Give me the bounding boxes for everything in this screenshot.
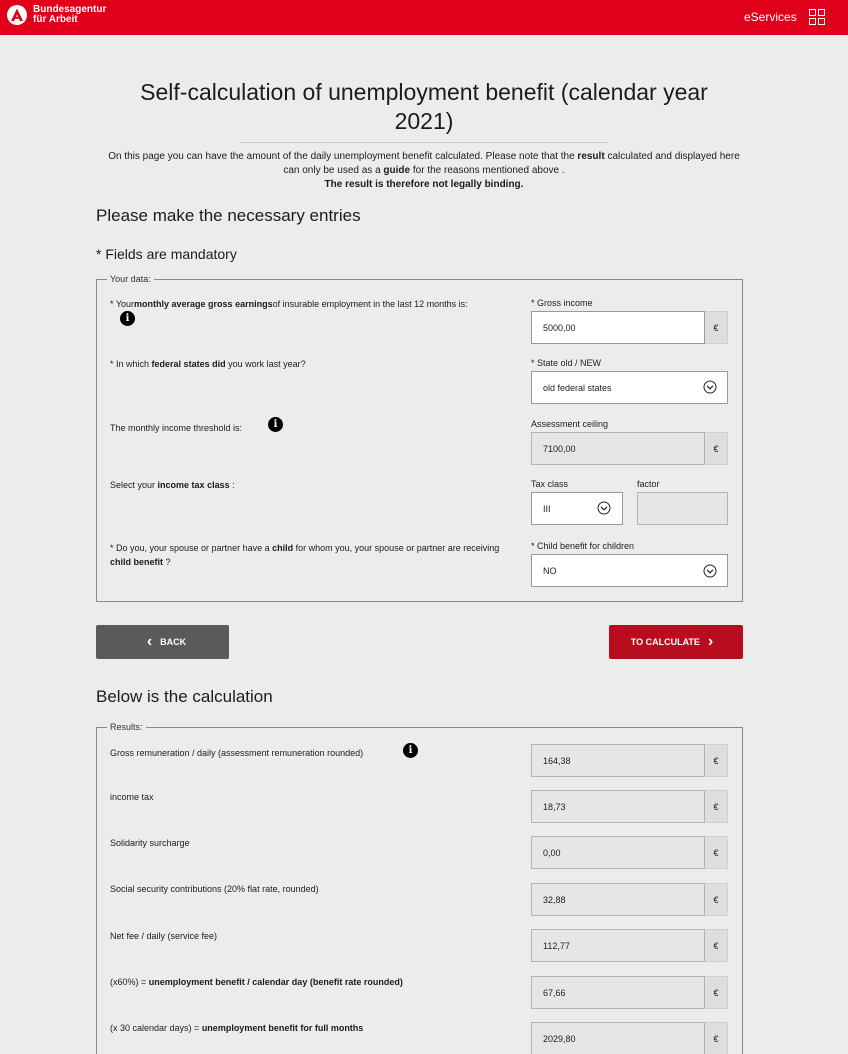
intro-text: On this page you can have the amount of the daily unemployment benefit calculated. Please note that the result calculated and displayed here can only be used as a guide for the reasons mentioned above . The result is therefore not legally binding. (108, 151, 740, 190)
chevron-left-icon: ‹ (146, 633, 153, 650)
federal-states-question: * In which federal states did you work last year? (110, 359, 306, 369)
income-threshold-question: The monthly income threshold is: (110, 423, 243, 433)
currency-label: € (705, 744, 728, 777)
back-button-label: BACK (160, 637, 187, 647)
states-select-value: old federal states (543, 382, 612, 393)
tax-class-value: III (543, 503, 551, 514)
currency-label: € (705, 883, 728, 916)
benefit-full-months-field: 2029,80 (531, 1022, 705, 1054)
states-chevron-down-icon[interactable] (703, 380, 717, 394)
result-row-label: income tax (110, 792, 154, 802)
gross-income-input[interactable]: 5000,00 (531, 311, 705, 344)
currency-label: € (705, 976, 728, 1009)
assessment-ceiling-label: Assessment ceiling (531, 419, 609, 429)
results-legend: Results: (107, 722, 146, 732)
threshold-info-icon[interactable]: i (268, 417, 283, 432)
child-benefit-question: * Do you, your spouse or partner have a child for whom you, your spouse or partner are receiving child benefit ? (110, 543, 500, 567)
page-title: Self-calculation of unemployment benefit (calendar year 2021) (140, 79, 708, 134)
gross-remuneration-info-icon[interactable]: i (403, 743, 418, 758)
currency-label: € (705, 790, 728, 823)
back-button[interactable] (96, 625, 229, 659)
tax-class-chevron-down-icon[interactable] (597, 501, 611, 515)
child-benefit-label: * Child benefit for children (531, 541, 635, 551)
title-divider (240, 142, 608, 143)
ba-logo-icon[interactable] (7, 5, 27, 25)
result-row-label: Social security contributions (20% flat rate, rounded) (110, 884, 319, 894)
gross-income-label: * Gross income (531, 298, 593, 308)
ceiling-currency: € (705, 432, 728, 465)
result-row-label: (x60%) = unemployment benefit / calendar day (benefit rate rounded) (110, 977, 403, 987)
gross-income-currency: € (705, 311, 728, 344)
results-heading: Below is the calculation (96, 687, 273, 706)
states-select[interactable] (531, 371, 728, 404)
your-data-legend: Your data: (107, 274, 154, 284)
benefit-per-day-field: 67,66 (531, 976, 705, 1009)
entries-heading: Please make the necessary entries (96, 206, 361, 225)
child-benefit-select[interactable] (531, 554, 728, 587)
factor-label: factor (637, 479, 660, 489)
tax-class-label: Tax class (531, 479, 569, 489)
result-row-label: Solidarity surcharge (110, 838, 190, 848)
gross-remuneration-field: 164,38 (531, 744, 705, 777)
result-row-label: Net fee / daily (service fee) (110, 931, 218, 941)
chevron-right-icon: › (707, 633, 714, 650)
apps-grid-icon[interactable] (809, 9, 825, 25)
gross-info-icon[interactable]: i (120, 311, 135, 326)
result-row-label: Gross remuneration / daily (assessment remuneration rounded) (110, 748, 364, 758)
calculate-button[interactable] (609, 625, 743, 659)
assessment-ceiling-field: 7100,00 (531, 432, 705, 465)
solidarity-surcharge-field: 0,00 (531, 836, 705, 869)
income-tax-field: 18,73 (531, 790, 705, 823)
child-benefit-chevron-down-icon[interactable] (703, 564, 717, 578)
brand-name[interactable]: Bundesagentur für Arbeit (33, 4, 107, 25)
net-fee-field: 112,77 (531, 929, 705, 962)
child-benefit-value: NO (543, 565, 557, 576)
states-label: * State old / NEW (531, 358, 602, 368)
currency-label: € (705, 1022, 728, 1054)
mandatory-note: * Fields are mandatory (96, 246, 237, 262)
currency-label: € (705, 929, 728, 962)
tax-class-question: Select your income tax class : (110, 480, 235, 490)
social-security-field: 32,88 (531, 883, 705, 916)
currency-label: € (705, 836, 728, 869)
eservices-link[interactable]: eServices (744, 10, 797, 24)
top-bar (0, 0, 848, 35)
result-row-label: (x 30 calendar days) = unemployment benefit for full months (110, 1023, 364, 1033)
gross-earnings-question: * Yourmonthly average gross earningsof insurable employment in the last 12 months is: (110, 299, 468, 309)
calculate-button-label: TO CALCULATE (630, 637, 700, 647)
factor-field (637, 492, 728, 525)
